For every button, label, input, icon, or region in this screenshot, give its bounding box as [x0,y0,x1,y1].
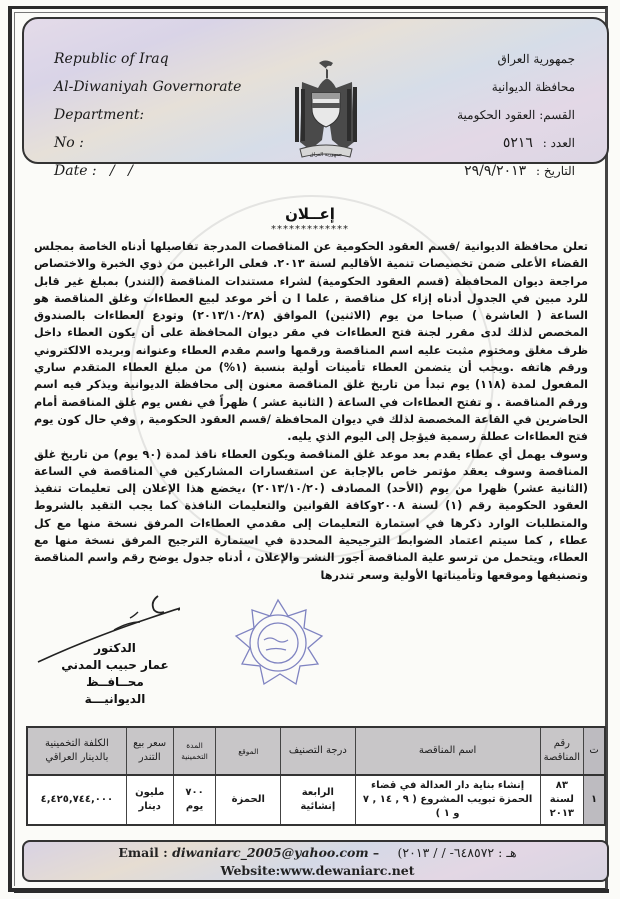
reference-number-value: ٥٢١٦ [502,135,533,151]
footer-separator: – [372,845,380,860]
cell-tender-name: إنشاء بناية دار العدالة في قضاء الحمزة تبويب المشروع ( ٩ , ١٤ , ٧ و ١ ) [355,775,540,825]
col-header-tender-name: اسم المناقصة [355,727,540,775]
iraq-eagle-emblem-icon [286,57,366,169]
announcement-paragraph: تعلن محافظة الديوانية /قسم العقود الحكومية عن المناقصات المدرجة تفاصيلها أدناه الخاصة بمجلس القضاء الأعلى ضمن تخصيصات تنمية الأقاليم لسنة ٢٠١٣. فعلى الراغبين من ذوي الخبرة والاختصاص مراجعة ديوان المحافظة (قسم العقود الحكومية) لشراء مستندات المناقصة (التندر) بمبلغ غير قابل للرد مبين في الجدول أدناه إزاء كل مناقصة , علما ا ن أخر موعد لبيع العطاءات وغلق المناقصة هو الساعة ( العاشرة ) صباحا من يوم (الاثنين) الموافق (٢٠١٣/١٠/٢٨) وتودع العطاءات بالصندوق المخصص لذلك لدى مقرر لجنة فتح العطاءات في مقر ديوان المحافظة على أن يكون العطاء داخل ظرف مغلق ومختوم مثبت عليه اسم المناقصة ورقمها واسم مقدم العطاء وعنوانه وبريده الالكتروني ورقم هاتفه .ويجب أن يتضمن العطاء تأمينات أولية بنسبة (١%) من مبلغ العطاء المتقدم ساري المفعول لمدة (١١٨) يوم تبدأ من تاريخ غلق المناقصة معنون إلى محافظة الديوانية ويذكر فيه اسم ورقم المناقصة . و تفتح العطاءات في الساعة ( الثانية عشر ) ظهراً في نفس يوم غلق المناقصة أمام الحاضرين في القاعة المخصصة لذلك في ديوان المحافظة /قسم العقود الحكومية , وفي حال كون يوم فتح العطاءات عطلة رسمية فيؤجل إلى اليوم الذي يليه. [34,240,589,444]
title-divider-stars: ************* [271,224,349,235]
signature-block [60,640,170,708]
bottom-border-rule [14,889,609,893]
col-header-location: الموقع [216,727,281,775]
cell-classification: الرابعة إنشائية [281,775,356,825]
number-label-en: No : [54,135,84,151]
governorate-ar: محافظة الديوانية [491,80,575,94]
email-label: Email : [118,845,168,860]
cell-index: ١ [584,775,605,825]
governorate-en: Al-Diwaniyah Governorate [54,79,242,95]
tender-table [26,726,606,826]
col-header-classification: درجة التصنيف [281,727,356,775]
col-header-duration: المدة التخمينية [173,727,216,775]
col-header-tender-number: رقم المناقصة [540,727,583,775]
email-link[interactable]: diwaniarc_2005@yahoo.com [172,845,369,860]
col-header-estimated-cost: الكلفة التخمينية بالدينار العراقي [27,727,126,775]
svg-text:جمهورية العراق: جمهورية العراق [309,152,343,158]
letter-date [457,157,575,185]
cell-duration: ٧٠٠ يوم [173,775,216,825]
cell-tender-number: ٨٣ لسنة ٢٠١٣ [540,775,583,825]
signatory-title: الدكتور [94,641,136,655]
website-link[interactable]: Website:www.dewaniarc.net [220,863,415,878]
cell-location: الحمزة [216,775,281,825]
letter-date-label: التاريخ : [535,164,575,178]
signatory-name: عمار حبيب المدني [61,658,169,672]
cell-estimated-cost: ٤,٤٢٥,٧٤٤,٠٠٠ [27,775,126,825]
date-label-en: Date : / / [54,163,133,179]
table-header-row [27,727,605,775]
announcement-body [34,238,588,584]
phone-number: هـ : ٦٤٨٥٧٢- / / ٢٠١٣) [397,845,517,860]
cell-tender-price: مليون دينار [126,775,173,825]
official-star-stamp-icon [228,598,328,688]
department-ar: القسم: العقود الحكومية [457,108,575,122]
letterhead-arabic [457,45,575,185]
col-header-tender-price: سعر بيع التندر [126,727,173,775]
col-header-index: ت [584,727,605,775]
signatory-position: محــافــظ الديوانيـــة [84,675,146,706]
country-en: Republic of Iraq [54,51,169,67]
contact-line [24,845,611,860]
letterhead-english [54,45,241,185]
announcement-title: إعــلان [285,205,335,223]
contact-footer [22,840,609,882]
letterhead [22,17,609,179]
announcement-paragraph: وسوف يهمل أي عطاء يقدم بعد موعد غلق المناقصة ويكون العطاء نافذ لمدة (٩٠ يوم) من تاريخ غلق المناقصة وسوف يعقد مؤتمر خاص بالإجابة عن استفسارات المشاركين في المناقصة في الساعة (الثانية عشر) ظهرا من يوم (الأحد) المصادف (٢٠١٣/١٠/٢٠) ،يخضع هذا الإعلان إلى تعليمات تنفيذ العقود الحكومية رقم (١) لسنة ٢٠٠٨وكافة القوانين والتعليمات النافذة كما يجب التقيد بالشروط والمتطلبات الوارد ذكرها في استمارة التعليمات إلى مقدمي العطاءات المرفق نسخة منها مع كل عطاء , كما سيتم اعتماد الضوابط الترجيحية المحددة في استمارة الترجيح المرفق نسخة منها مع العطاء، ويتحمل من ترسو علية المناقصة أجور النشر والإعلان ، أدناه جدول يوضح رقم واسم المناقصة وتصنيفها وموقعها وتأميناتها الأولية وسعر تندرها [34,447,588,582]
department-label-en: Department: [54,107,145,123]
letter-date-value: ٢٩/٩/٢٠١٣ [464,163,527,179]
table-row [27,775,605,825]
reference-number-label: العدد : [542,136,575,150]
country-ar: جمهورية العراق [497,52,575,66]
reference-number [457,129,575,157]
